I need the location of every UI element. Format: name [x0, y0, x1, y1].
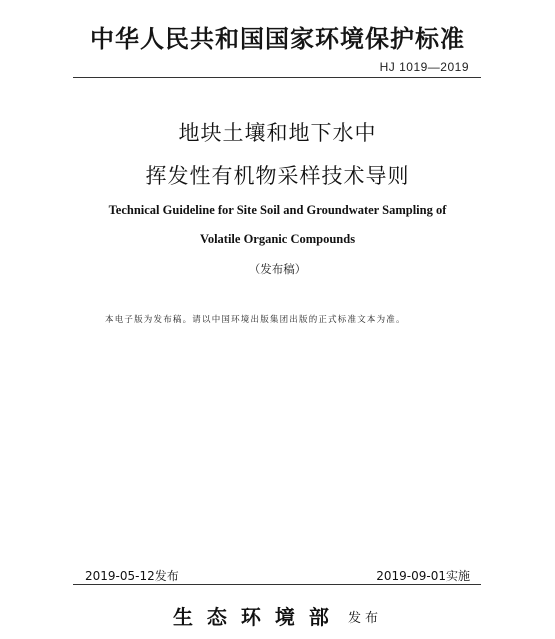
electronic-version-notice: 本电子版为发布稿。请以中国环境出版集团出版的正式标准文本为准。	[105, 315, 406, 325]
issue-date: 2019-05-12发布	[85, 569, 179, 583]
national-standard-header: 中华人民共和国国家环境保护标准	[90, 25, 465, 53]
issuer-footer	[0, 601, 555, 630]
standard-number: HJ 1019—2019	[379, 60, 469, 74]
top-divider	[73, 77, 481, 78]
en-title-line-2: Volatile Organic Compounds	[199, 232, 356, 246]
en-title-line-1: Technical Guideline for Site Soil and Groundwater Sampling of	[108, 203, 447, 217]
release-draft-note: （发布稿）	[248, 262, 307, 276]
zh-title-line-1: 地块土壤和地下水中	[178, 121, 377, 145]
bottom-divider	[73, 584, 481, 585]
publish-label: 发布	[348, 611, 383, 626]
issuing-authority: 生态环境部	[172, 605, 343, 629]
implementation-date: 2019-09-01实施	[376, 569, 470, 583]
zh-title-line-2: 挥发性有机物采样技术导则	[145, 164, 410, 188]
